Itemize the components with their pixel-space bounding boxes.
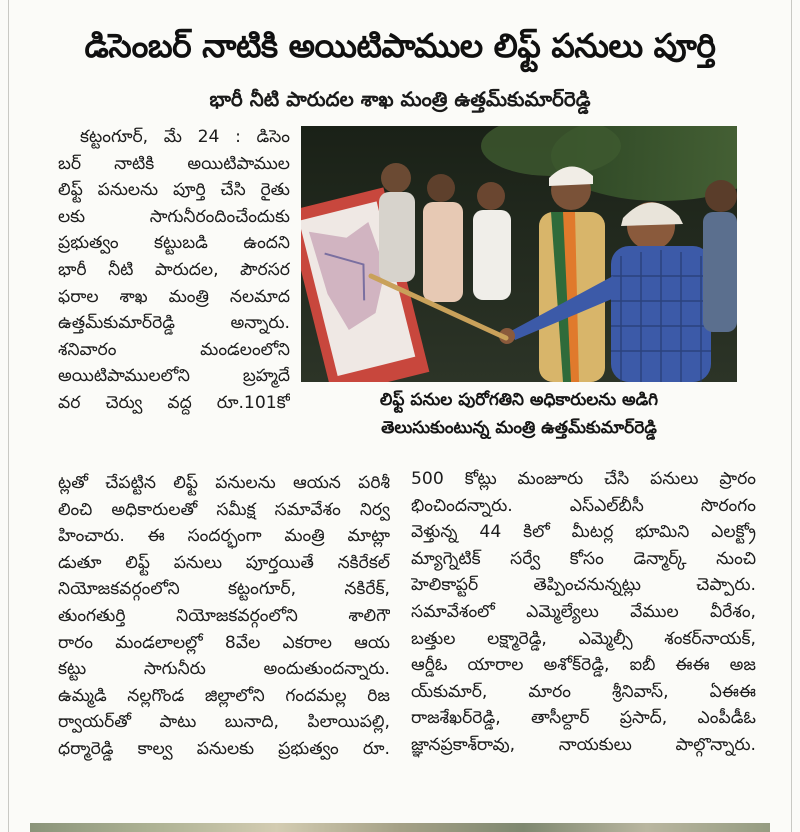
text-line: లకు సాగునీరందించేందుకు — [58, 206, 290, 227]
text-line: భించిందన్నారు. ఎస్ఎల్‌బీసీ సొరంగం — [411, 495, 756, 516]
text-line: మ్యాగ్నెటిక్ సర్వే కోసం డెన్మార్క్ నుంచి — [411, 548, 756, 569]
text-line: య్‌కుమార్, మారం శ్రీనివాస్, ఏఈఈ — [411, 681, 756, 702]
subhead: భారీ నీటి పారుదల శాఖ మంత్రి ఉత్తమ్‌కుమార్‌రెడ్డి — [209, 87, 591, 111]
news-photo — [301, 126, 737, 382]
text-line: ఫరాల శాఖ మంత్రి నలమాద — [58, 286, 290, 307]
photo-illustration — [301, 126, 737, 382]
text-line: జ్ఞానప్రకాశ్‌రావు, నాయకులు పాల్గొన్నారు. — [411, 734, 756, 755]
text-line: వర చెర్వు వద్ద రూ.101కో — [58, 392, 290, 413]
text-line: బర్ నాటికి అయిటిపాముల — [58, 153, 290, 174]
article-column-right — [411, 466, 756, 759]
text-line: హించారు. ఈ సందర్భంగా మంత్రి మాట్లా — [58, 526, 390, 547]
article-column-left-bottom — [58, 470, 390, 763]
page-border-left — [8, 0, 9, 832]
text-line: ఉత్తమ్‌కుమార్‌రెడ్డి అన్నారు. — [58, 313, 290, 334]
text-line: ర్వాయర్‌తో పాటు బునాది, పిలాయిపల్లి, — [58, 712, 390, 733]
article-column-left-top — [58, 124, 290, 417]
text-line: నియోజకవర్గంలోని కట్టంగూర్, నకిరేక్, — [58, 579, 390, 600]
text-line: భారీ నీటి పారుదల, పౌరసర — [58, 259, 290, 280]
text-line: కట్టంగూర్, మే 24 : డిసెం — [80, 127, 290, 147]
text-line: అయిటిపాములలోని బ్రహ్మదే — [58, 366, 290, 387]
page-border-right — [791, 0, 792, 832]
text-line: బత్తుల లక్ష్మారెడ్డి, ఎమ్మెల్సీ శంకర్‌నాయక్, — [411, 628, 756, 649]
text-line: లించి అధికారులతో సమీక్ష సమావేశం నిర్వ — [58, 499, 390, 520]
text-line: రారం మండలాలల్లో 8వేల ఎకరాల ఆయ — [58, 632, 390, 653]
text-line: లిఫ్ట్ పనులను పూర్తి చేసి రైతు — [58, 180, 290, 201]
text-line: ఉమ్మడి నల్లగొండ జిల్లాలోని గందమల్ల రిజ — [58, 685, 390, 706]
text-line: సమావేశంలో ఎమ్మెల్యేలు వేముల వీరేశం, — [411, 601, 756, 622]
text-line: తుంగతుర్తి నియోజకవర్గంలోని శాలిగౌ — [58, 605, 390, 626]
text-line: 500 కోట్లు మంజూరు చేసి పనులు ప్రారం — [411, 469, 756, 489]
photo-caption — [301, 386, 737, 442]
text-line: ఆర్డీఓ యారాల అశోక్‌రెడ్డి, ఐబీ ఈఈ అజ — [411, 655, 756, 676]
text-line: ట్లతో చేపట్టిన లిఫ్ట్ పనులను ఆయన పరిశీ — [58, 473, 390, 493]
headline: డిసెంబర్ నాటికి అయిటిపాముల లిఫ్ట్ పనులు పూర్తి — [84, 26, 716, 65]
text-line: కట్టు సాగునీరు అందుతుందన్నారు. — [58, 659, 390, 680]
caption-line: తెలుసుకుంటున్న మంత్రి ఉత్తమ్‌కుమార్‌రెడ్డి — [381, 418, 657, 438]
caption-line: లిఫ్ట్ పనుల పురోగతిని అధికారులను అడిగి — [379, 390, 659, 410]
text-line: రాజశేఖర్‌రెడ్డి, తాసీల్దార్ ప్రసాద్, ఎంపీడీఓ — [411, 708, 756, 729]
text-line: హెలికాప్టర్ తెప్పించనున్నట్లు చెప్పారు. — [411, 575, 756, 596]
text-line: వెళ్తున్న 44 కిలో మీటర్ల భూమిని ఎలక్ట్రో — [411, 522, 756, 543]
text-line: ధర్మారెడ్డి కాల్వ పనులకు ప్రభుత్వం రూ. — [58, 738, 390, 759]
next-article-image-edge — [30, 823, 770, 832]
text-line: ప్రభుత్వం కట్టుబడి ఉందని — [58, 233, 290, 254]
text-line: డుతూ లిఫ్ట్ పనులు పూర్తయితే నకిరేకల్ — [58, 552, 390, 573]
text-line: శనివారం మండలంలోని — [58, 339, 290, 360]
